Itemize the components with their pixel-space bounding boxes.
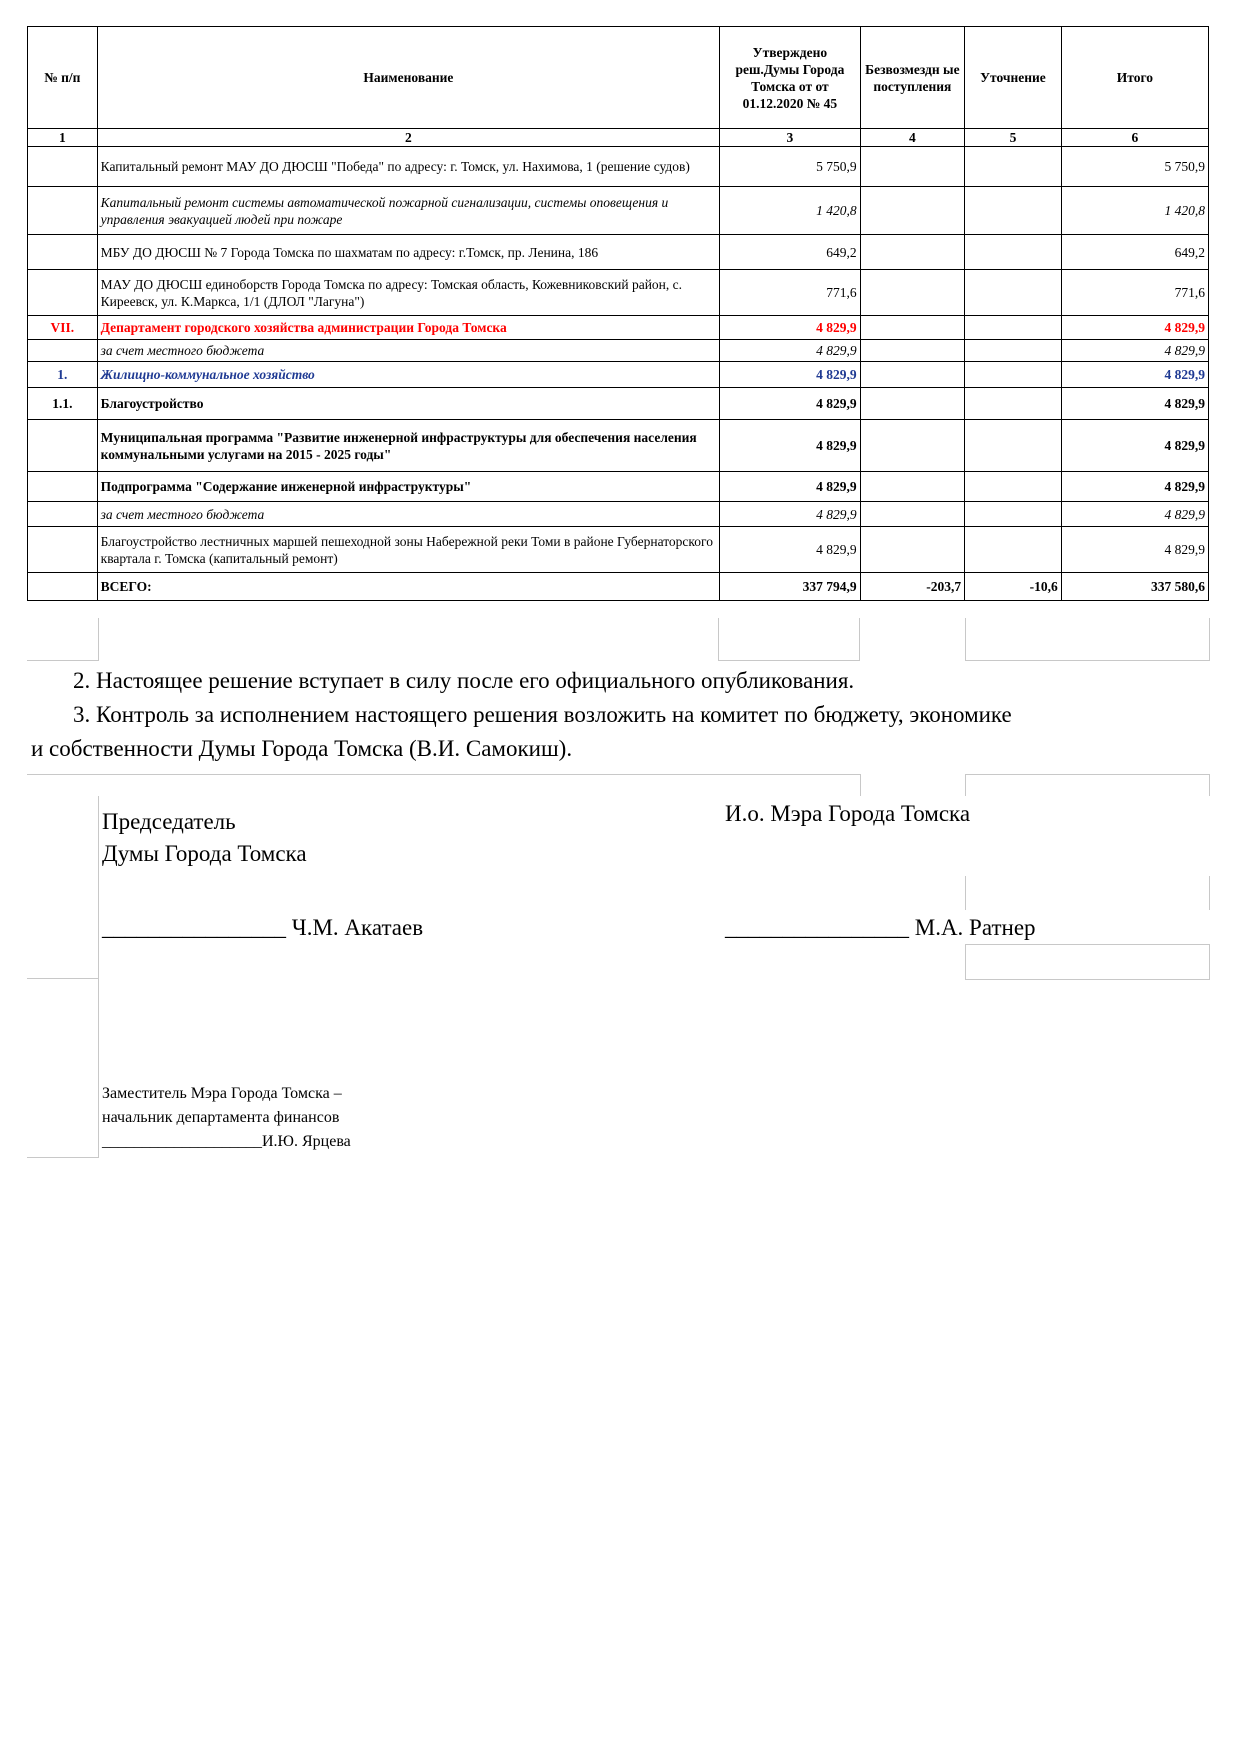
table-row	[28, 187, 1209, 235]
paragraph-2: 2. Настоящее решение вступает в силу после его официального опубликования.	[73, 668, 855, 693]
table-row	[28, 362, 1209, 388]
row-total: 4 829,9	[1061, 420, 1208, 472]
table-row	[28, 472, 1209, 502]
paragraph-3-line2: и собственности Думы Города Томска (В.И. Самокиш).	[31, 736, 573, 761]
row-num	[28, 235, 98, 270]
deputy-title-line2: начальник департамента финансов	[102, 1109, 340, 1126]
row-name: Жилищно-коммунальное хозяйство	[97, 362, 720, 388]
gridline	[98, 618, 99, 660]
row-name: МАУ ДО ДЮСШ единоборств Города Томска по адресу: Томская область, Кожевниковский район, с. Киреевск, ул. К.Маркса, 1/1 (ДЛОЛ "Лагуна")	[97, 270, 720, 316]
row-free	[860, 147, 965, 187]
row-approved: 4 829,9	[720, 316, 860, 340]
row-name: Подпрограмма "Содержание инженерной инфраструктуры"	[97, 472, 720, 502]
row-name: за счет местного бюджета	[97, 340, 720, 362]
table-row	[28, 388, 1209, 420]
row-free	[860, 316, 965, 340]
row-free	[860, 235, 965, 270]
row-approved: 4 829,9	[720, 362, 860, 388]
mayor-signature: ________________ М.А. Ратнер	[725, 915, 1036, 940]
index-cell: 2	[97, 129, 720, 147]
budget-table	[27, 26, 1209, 601]
row-num	[28, 270, 98, 316]
gridline	[965, 618, 966, 660]
row-name: Капитальный ремонт системы автоматической пожарной сигнализации, системы оповещения и управления эвакуацией людей при пожаре	[97, 187, 720, 235]
gridline	[965, 944, 1210, 945]
row-free	[860, 420, 965, 472]
header-name: Наименование	[97, 27, 720, 129]
row-approved: 649,2	[720, 235, 860, 270]
row-refine: -10,6	[965, 573, 1062, 601]
gridline	[859, 618, 860, 660]
gridline	[1209, 944, 1210, 980]
row-free	[860, 187, 965, 235]
gridline	[965, 774, 1210, 775]
index-cell: 4	[860, 129, 965, 147]
row-refine	[965, 270, 1062, 316]
row-name: ВСЕГО:	[97, 573, 720, 601]
gridline	[27, 660, 99, 661]
row-approved: 337 794,9	[720, 573, 860, 601]
table-row	[28, 147, 1209, 187]
row-free	[860, 388, 965, 420]
row-approved: 4 829,9	[720, 472, 860, 502]
table-row	[28, 502, 1209, 527]
row-approved: 1 420,8	[720, 187, 860, 235]
row-approved: 771,6	[720, 270, 860, 316]
row-free: -203,7	[860, 573, 965, 601]
row-num	[28, 472, 98, 502]
header-total: Итого	[1061, 27, 1208, 129]
mayor-title: И.о. Мэра Города Томска	[725, 801, 971, 826]
deputy-title-line1: Заместитель Мэра Города Томска –	[102, 1085, 342, 1102]
row-total: 4 829,9	[1061, 527, 1208, 573]
row-free	[860, 362, 965, 388]
row-total: 4 829,9	[1061, 472, 1208, 502]
row-total: 4 829,9	[1061, 316, 1208, 340]
row-refine	[965, 388, 1062, 420]
row-approved: 4 829,9	[720, 502, 860, 527]
paragraph-3-line1: 3. Контроль за исполнением настоящего решения возложить на комитет по бюджету, экономике	[73, 702, 1012, 727]
row-name: Муниципальная программа "Развитие инженерной инфраструктуры для обеспечения населения коммунальными услугами на 2015 - 2025 годы"	[97, 420, 720, 472]
row-num	[28, 147, 98, 187]
row-total: 4 829,9	[1061, 388, 1208, 420]
row-name: Благоустройство лестничных маршей пешеходной зоны Набережной реки Томи в районе Губернаторского квартала г. Томска (капитальный ремонт)	[97, 527, 720, 573]
row-refine	[965, 502, 1062, 527]
index-cell: 3	[720, 129, 860, 147]
table-row	[28, 235, 1209, 270]
table-row	[28, 316, 1209, 340]
index-cell: 1	[28, 129, 98, 147]
row-refine	[965, 235, 1062, 270]
row-total: 771,6	[1061, 270, 1208, 316]
table-header-row	[28, 27, 1209, 129]
row-refine	[965, 340, 1062, 362]
row-free	[860, 340, 965, 362]
row-total: 4 829,9	[1061, 340, 1208, 362]
row-total: 4 829,9	[1061, 502, 1208, 527]
row-total: 1 420,8	[1061, 187, 1208, 235]
row-name: за счет местного бюджета	[97, 502, 720, 527]
row-num	[28, 573, 98, 601]
row-num: 1.	[28, 362, 98, 388]
row-num	[28, 502, 98, 527]
row-name: Благоустройство	[97, 388, 720, 420]
row-name: МБУ ДО ДЮСШ № 7 Города Томска по шахматам по адресу: г.Томск, пр. Ленина, 186	[97, 235, 720, 270]
row-free	[860, 472, 965, 502]
index-cell: 5	[965, 129, 1062, 147]
table-row	[28, 420, 1209, 472]
gridline	[965, 876, 966, 910]
table-index-row	[28, 129, 1209, 147]
row-approved: 5 750,9	[720, 147, 860, 187]
row-total: 4 829,9	[1061, 362, 1208, 388]
gridline	[27, 978, 99, 979]
chairman-title: Председатель	[102, 809, 236, 834]
row-total: 337 580,6	[1061, 573, 1208, 601]
row-free	[860, 270, 965, 316]
row-refine	[965, 527, 1062, 573]
row-free	[860, 502, 965, 527]
chairman-signature: ________________ Ч.М. Акатаев	[102, 915, 424, 940]
header-refine: Уточнение	[965, 27, 1062, 129]
gridline	[98, 796, 99, 1158]
row-num: VII.	[28, 316, 98, 340]
gridline	[718, 660, 860, 661]
row-free	[860, 527, 965, 573]
gridline	[965, 979, 1210, 980]
row-num	[28, 187, 98, 235]
row-name: Капитальный ремонт МАУ ДО ДЮСШ "Победа" по адресу: г. Томск, ул. Нахимова, 1 (решение судов)	[97, 147, 720, 187]
table-row	[28, 270, 1209, 316]
row-refine	[965, 147, 1062, 187]
gridline	[718, 618, 719, 660]
chairman-title-duma: Думы Города Томска	[102, 841, 307, 866]
row-approved: 4 829,9	[720, 527, 860, 573]
row-name: Департамент городского хозяйства администрации Города Томска	[97, 316, 720, 340]
row-num	[28, 340, 98, 362]
row-approved: 4 829,9	[720, 340, 860, 362]
row-refine	[965, 472, 1062, 502]
gridline	[860, 774, 861, 796]
table-row	[28, 340, 1209, 362]
gridline	[1209, 774, 1210, 796]
gridline	[1209, 876, 1210, 910]
table-total-row	[28, 573, 1209, 601]
gridline	[965, 774, 966, 796]
row-refine	[965, 420, 1062, 472]
header-approved: Утверждено реш.Думы Города Томска от от 01.12.2020 № 45	[720, 27, 860, 129]
gridline	[1209, 618, 1210, 660]
gridline	[27, 1157, 99, 1158]
table-row	[28, 527, 1209, 573]
row-refine	[965, 187, 1062, 235]
row-approved: 4 829,9	[720, 420, 860, 472]
deputy-signature: ____________________И.Ю. Ярцева	[102, 1133, 351, 1150]
row-num: 1.1.	[28, 388, 98, 420]
gridline	[965, 944, 966, 980]
header-free: Безвозмездн ые поступления	[860, 27, 965, 129]
header-num: № п/п	[28, 27, 98, 129]
row-refine	[965, 316, 1062, 340]
index-cell: 6	[1061, 129, 1208, 147]
row-approved: 4 829,9	[720, 388, 860, 420]
row-total: 649,2	[1061, 235, 1208, 270]
row-num	[28, 527, 98, 573]
row-total: 5 750,9	[1061, 147, 1208, 187]
row-refine	[965, 362, 1062, 388]
row-num	[28, 420, 98, 472]
gridline	[27, 774, 861, 775]
gridline	[965, 660, 1210, 661]
